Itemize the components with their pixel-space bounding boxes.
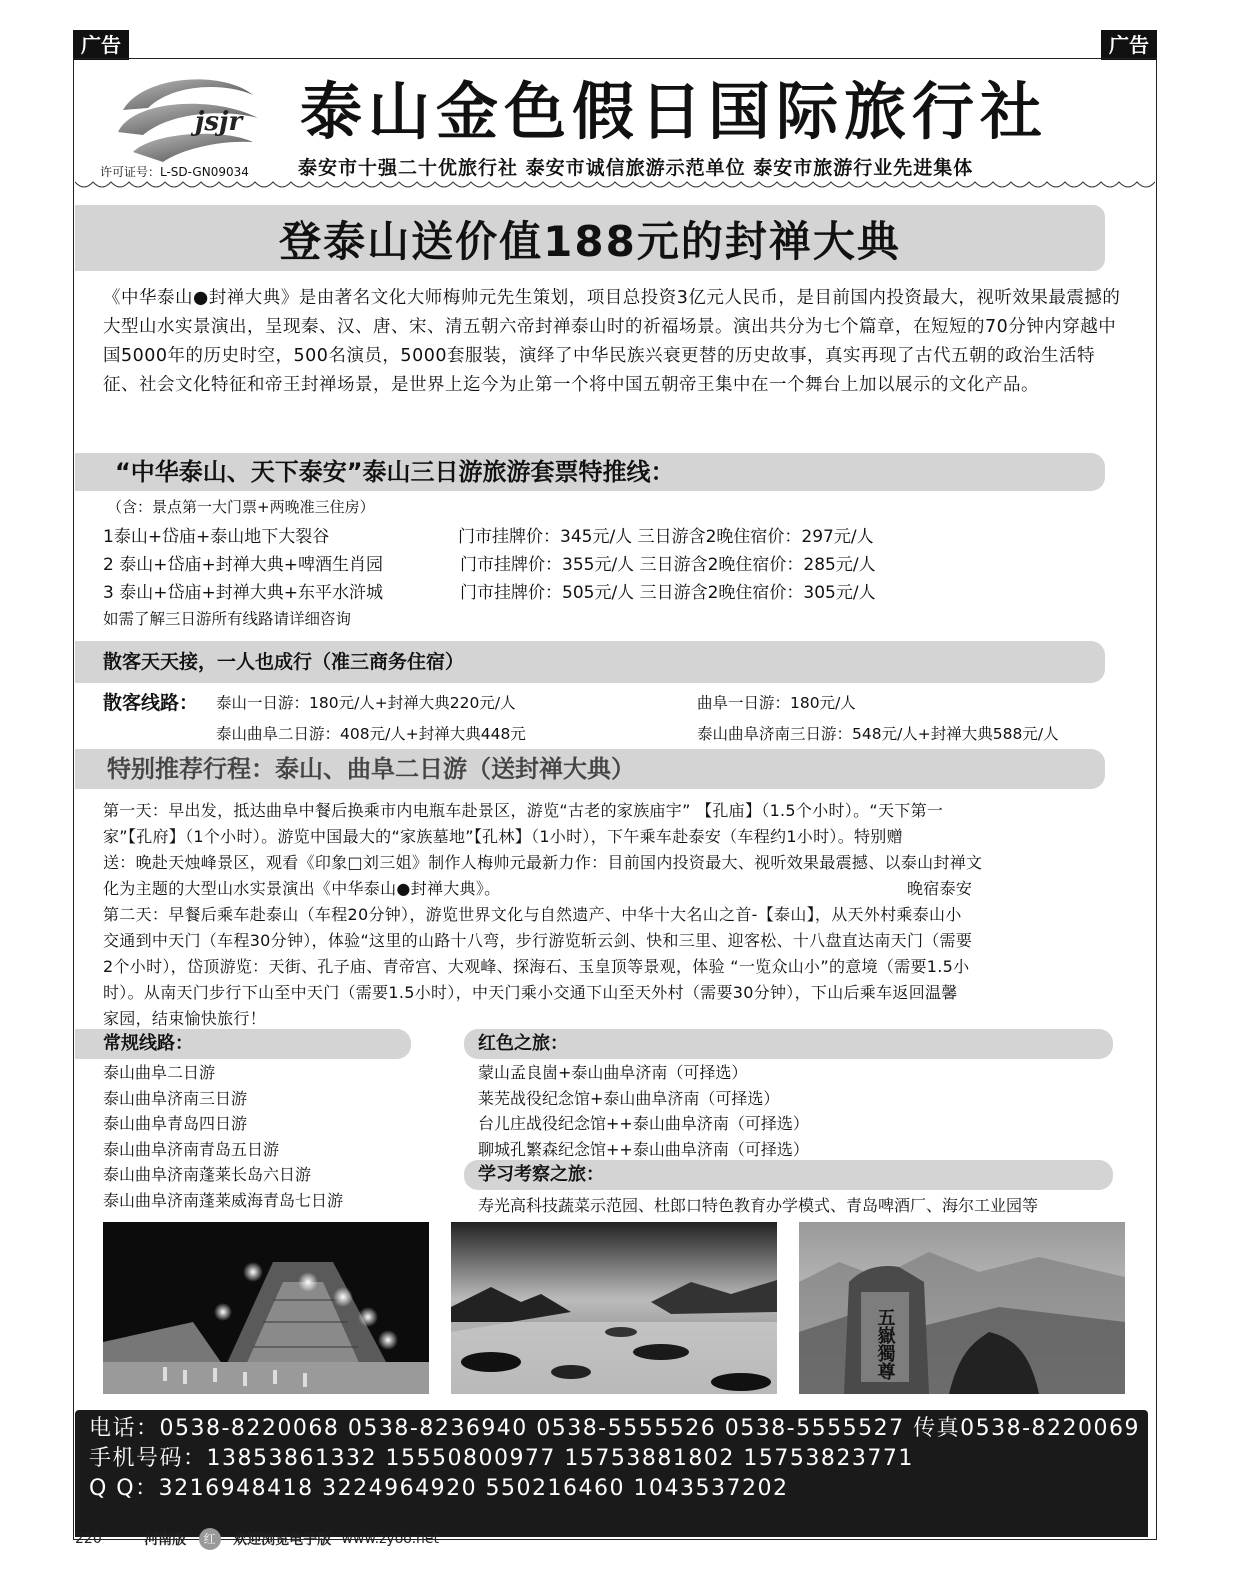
red-route-item: 莱芜战役纪念馆+泰山曲阜济南（可择选）: [478, 1088, 780, 1108]
scattered-item: 泰山一日游：180元/人+封禅大典220元/人: [216, 694, 516, 712]
site-url[interactable]: www.zyoo.net: [341, 1531, 440, 1547]
itinerary-text: [103, 798, 1113, 1032]
package-section-bar: [75, 453, 1105, 491]
photo-sea-of-clouds: [451, 1222, 777, 1394]
scattered-label: 散客线路：: [103, 692, 199, 714]
red-route-item: 聊城孔繁森纪念馆++泰山曲阜济南（可择选）: [478, 1139, 809, 1159]
rock-inscription: 五嶽獨尊: [874, 1308, 896, 1380]
regular-route-item: 泰山曲阜青岛四日游: [103, 1114, 248, 1133]
itinerary-line: 2个小时），岱顶游览：天街、孔子庙、青帝宫、大观峰、探海石、玉皇顶等景观，体验 “一览众山小”的意境（需要1.5小: [103, 957, 970, 976]
scattered-item: 泰山曲阜二日游：408元/人+封禅大典448元: [216, 725, 526, 743]
package-footer: 如需了解三日游所有线路请详细咨询: [103, 610, 352, 628]
contact-phone: 电话：0538-8220068 0538-8236940 0538-5555526 0538-5555527 传真0538-8220069: [89, 1416, 1141, 1441]
regular-route-item: 泰山曲阜济南蓬莱威海青岛七日游: [103, 1190, 344, 1210]
itinerary-line: 第一天：早出发，抵达曲阜中餐后换乘市内电瓶车赴景区，游览“古老的家族庙宇” 【孔庙】（1.5个小时）。“天下第一: [103, 801, 944, 820]
photo-ceremony-stage: [103, 1222, 429, 1394]
special-section-bar: [75, 749, 1105, 789]
itinerary-line: [103, 876, 1113, 902]
page-number: 220: [75, 1531, 102, 1547]
itinerary-line: 交通到中天门（车程30分钟），体验“这里的山路十八弯，步行游览斩云剑、快和三里、迎客松、十八盘直达南天门（需要: [103, 931, 973, 950]
route-name: 1泰山+岱庙+泰山地下大裂谷: [103, 527, 330, 547]
route-name: 2 泰山+岱庙+封禅大典+啤酒生肖园: [103, 555, 383, 575]
red-route-item: 蒙山孟良崮+泰山曲阜济南（可择选）: [478, 1063, 748, 1082]
route-price: 门市挂牌价：505元/人 三日游含2晚住宿价：305元/人: [460, 583, 876, 603]
itinerary-line: 送：晚赴天烛峰景区，观看《印象□刘三姐》制作人梅帅元最新力作：目前国内投资最大、视听效果最震撼、以泰山封禅文: [103, 853, 983, 872]
show-intro: 《中华泰山●封禅大典》是由著名文化大师梅帅元先生策划，项目总投资3亿元人民币，是目前国内投资最大，视听效果最震撼的大型山水实景演出，呈现秦、汉、唐、宋、清五朝六帝封禅泰山时的祈福场景。演出共分为七个篇章，在短短的70分钟内穿越中国5000年的历史时空，500名演员，5000套服装，演绎了中华民族兴衰更替的历史故事，真实再现了古代五朝的政治生活特征、社会文化特征和帝王封禅场景，是世界上迄今为止第一个将中国五朝帝王集中在一个舞台上加以展示的文化产品。: [103, 288, 1121, 395]
edition-badge: 红: [199, 1528, 221, 1550]
itinerary-line: 家园，结束愉快旅行！: [103, 1009, 267, 1028]
regular-route-list: [103, 1060, 343, 1213]
scattered-title: 散客天天接，一人也成行（准三商务住宿）: [103, 651, 465, 673]
regular-route-item: 泰山曲阜二日游: [103, 1063, 216, 1082]
contact-qq: Q Q：3216948418 3224964920 550216460 1043537202: [89, 1476, 789, 1501]
red-title: 红色之旅：: [478, 1033, 568, 1054]
scallop-divider: [75, 180, 1155, 190]
license-number: 许可证号：L-SD-GN09034: [100, 165, 249, 179]
itinerary-line: 家”【孔府】（1个小时）。游览中国最大的“家族墓地”【孔林】（1小时），下午乘车赴泰安（车程约1小时）。特别赠: [103, 827, 903, 846]
promo-banner: [75, 205, 1105, 271]
package-title: “中华泰山、天下泰安”泰山三日游旅游套票特推线：: [115, 458, 675, 486]
photo-five-peaks-rock: [799, 1222, 1125, 1394]
itinerary-line-text: 化为主题的大型山水实景演出《中华泰山●封禅大典》。: [103, 879, 501, 898]
regular-section-bar: [75, 1029, 411, 1059]
promo-title: 登泰山送价值188元的封禅大典: [279, 217, 901, 266]
study-title: 学习考察之旅：: [478, 1164, 604, 1185]
study-section-bar: [464, 1160, 1113, 1190]
package-note: （含：景点第一大门票+两晚准三住房）: [107, 498, 375, 516]
contact-box: [75, 1410, 1148, 1537]
logo-text: jsjr: [195, 107, 243, 137]
regular-route-item: 泰山曲阜济南蓬莱长岛六日游: [103, 1165, 312, 1184]
ad-label-right: 广告: [1101, 30, 1157, 60]
contact-mobile: 手机号码：13853861332 15550800977 15753881802 15753823771: [89, 1446, 914, 1471]
scattered-item: 泰山曲阜济南三日游：548元/人+封禅大典588元/人: [697, 725, 1059, 743]
route-price: 门市挂牌价：345元/人 三日游含2晚住宿价：297元/人: [458, 527, 874, 547]
red-section-bar: [464, 1029, 1113, 1059]
route-price: 门市挂牌价：355元/人 三日游含2晚住宿价：285元/人: [460, 555, 876, 575]
red-route-item: 台儿庄战役纪念馆++泰山曲阜济南（可择选）: [478, 1114, 809, 1133]
study-text: 寿光高科技蔬菜示范园、杜郎口特色教育办学模式、青岛啤酒厂、海尔工业园等: [478, 1196, 1039, 1215]
company-honors: 泰安市十强二十优旅行社 泰安市诚信旅游示范单位 泰安市旅游行业先进集体: [298, 157, 974, 179]
regular-route-item: 泰山曲阜济南三日游: [103, 1088, 248, 1108]
special-title: 特别推荐行程：泰山、曲阜二日游（送封禅大典）: [107, 755, 635, 783]
scattered-item: 曲阜一日游：180元/人: [697, 694, 856, 712]
ad-label-left: 广告: [73, 30, 129, 60]
itinerary-line: 第二天：早餐后乘车赴泰山（车程20分钟），游览世界文化与自然遗产、中华十大名山之首-【泰山】，从天外村乘泰山小: [103, 905, 962, 924]
regular-title: 常规线路：: [103, 1033, 193, 1054]
route-name: 3 泰山+岱庙+封禅大典+东平水浒城: [103, 583, 383, 603]
company-name: 泰山金色假日国际旅行社: [300, 75, 1049, 148]
scattered-section-bar: [75, 641, 1105, 683]
edition-label: 河南版: [144, 1532, 187, 1548]
company-logo: [113, 70, 263, 170]
red-route-list: [478, 1060, 809, 1162]
regular-route-item: 泰山曲阜济南青岛五日游: [103, 1139, 280, 1159]
page-footer: [75, 1528, 439, 1550]
itinerary-line: 时）。从南天门步行下山至中天门（需要1.5小时），中天门乘小交通下山至天外村（需要30分钟），下山后乘车返回温馨: [103, 983, 958, 1002]
overnight-stay: 晚宿泰安: [907, 879, 973, 898]
welcome-text: 欢迎浏览电子版: [233, 1532, 332, 1548]
